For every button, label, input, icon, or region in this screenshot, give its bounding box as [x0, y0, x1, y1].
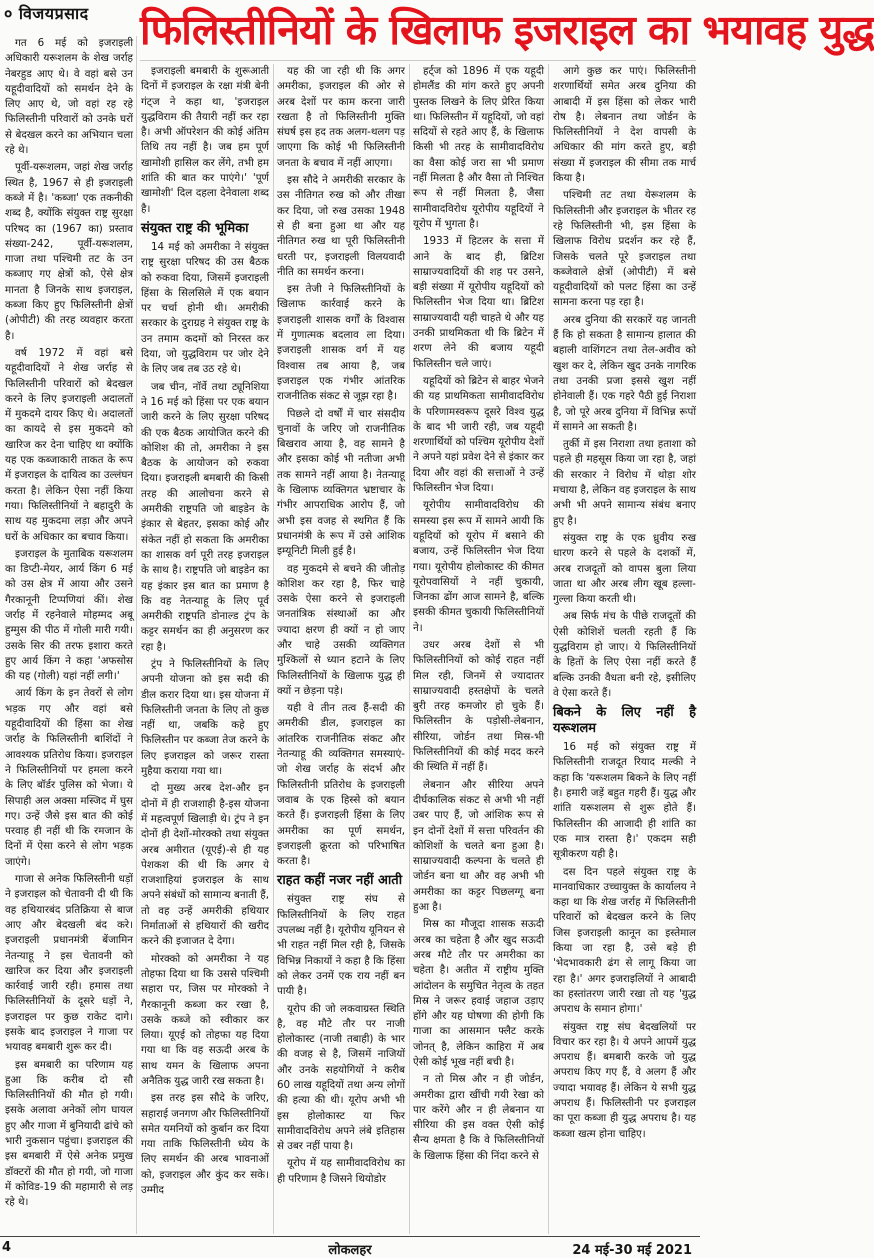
paragraph: इस तेजी ने फिलिस्तीनियों के खिलाफ कार्रवाई करने के इजराइली शासक वर्गों के विश्वास में गुणात्मक बदलाव ला दिया। इजराइली शासक वर्ग में यह विश्वास तब आया है, जब इजराइल एक गंभीर आंतरिक राजनीतिक संकट से जूझ रहा है। — [277, 283, 405, 403]
paragraph: पूर्वी-यरूशलम, जहां शेख जर्राह स्थित है, 1967 से ही इजराइली कब्जे में है। 'कब्जा' एक तकनीकी शब्द है, क्योंकि संयुक्त राष्ट्र सुरक्षा परिषद का (1967 का) प्रस्ताव संख्या-242, पूर्वी-यरूशलम, गाजा तथा पश्चिमी तट के उन कब्जाए गए क्षेत्रों को, ऐसे क्षेत्र मानता है जिनके साथ इजराइल, कब्जा किए हुए फिलिस्तीनी क्षेत्रों (ओपीटी) की तरह व्यवहार करता है। — [5, 161, 133, 342]
paragraph: मिस्र का मौजूदा शासक सऊदी अरब का चहेता है और खुद सऊदी अरब मौटे तौर पर अमरीका का चहेता है। अतीत में राष्ट्रीय मुक्ति आंदोलन के समुचित नेतृत्व के तहत मिस्र ने जरूर हवाई जहाज उड़ाए होंगे और यह घोषणा की होगी कि गाजा का आसमान फ्लैट करके जोनत् है, लेकिन काहिरा में अब ऐसी कोई भूख नहीं बची है। — [413, 918, 544, 1068]
paragraph: उधर अरब देशों से भी फिलिस्तीनियों को कोई राहत नहीं मिल रही, जिनमें से ज्यादातर साम्राज्यवादी हस्तक्षेपों के चलते बुरी तरह कमजोर हो चुके हैं। फिलिस्तीन के पड़ोसी-लेबनान, सीरिया, जोर्डन तथा मिस्र-भी फिलिस्तीनियों की कोई मदद करने की स्थिति में नहीं हैं। — [413, 638, 544, 774]
paragraph: यह की जा रही थी कि अगर अमरीका, इजराइल की ओर से अरब देशों पर काम करना जारी रखता है तो फिलिस्तीनी मुक्ति संघर्ष इस हद तक अलग-थलग पड़ जाएगा कि कोई भी फिलिस्तीनी जनता के बचाव में नहीं आएगा। — [277, 65, 405, 169]
paragraph: यूरोप में यह सामीवादविरोध का ही परिणाम है जिसने थियोडोर — [277, 1157, 405, 1185]
paragraph: वह मुकदमे से बचने की जीतोड़ कोशिश कर रहा है, फिर चाहे उसके ऐसा करने से इजराइली जनतांत्रिक संस्थाओं का और ज्यादा क्षरण ही क्यों न हो जाए और चाहे उसकी व्यक्तिगत मुश्किलों से ध्यान हटाने के लिए फिलिस्तीनियों के खिलाफ युद्ध ही क्यों न छेड़ना पड़े। — [277, 562, 405, 697]
paragraph: आर्य किंग के इन तेवरों से लोग भड़क गए और वहां बसे यहूदीवादियों की हिंसा का शेख जर्राह के फिलिस्तीनी बाशिंदों ने आवश्यक प्रतिरोध किया। इजराइल ने फिलिस्तीनियों पर हमला करने के लिए बॉर्डर पुलिस को भेजा। ये सिपाही अल अक्सा मस्जिद में घुस गए। उन्हें जैसे इस बात की कोई परवाह ही नहीं थी कि रमजान के दिनों में ऐसा करने से लोग भड़क जाएंगे। — [5, 687, 133, 868]
paragraph: संयुक्त राष्ट्र संघ बेदखलियों पर विचार कर रहा है। ये अपने आपमें युद्ध अपराध हैं। बमबारी करके जो युद्ध अपराध किए गए हैं, वे अलग हैं और ज्यादा भयावह हैं। लेकिन ये सभी युद्ध अपराध हैं। फिलिस्तीनी पर इजराइल का पूरा कब्जा ही युद्ध अपराध है। यह कब्जा खत्म होना चाहिए। — [553, 1020, 696, 1140]
paragraph: आगे कुछ कर पाएं। फिलिस्तीनी शरणार्थियों समेत अरब दुनिया की आबादी में इस हिंसा को लेकर भारी रोष है। लेबनान तथा जोर्डन के फिलिस्तीनियों ने देश वापसी के अधिकार की मांग करते हुए, बड़ी संख्या में इजराइल की सीमा तक मार्च किया है। — [553, 65, 696, 185]
subheading: बिकने के लिए नहीं है यरूशलम — [553, 705, 696, 737]
publication-name: लोकलहर — [328, 1243, 372, 1258]
column-1 — [5, 36, 133, 1234]
paragraph: संयुक्त राष्ट्र संघ से फिलिस्तीनियों के लिए राहत उपलब्ध नहीं है। यूरोपीय यूनियन से भी राहत नहीं मिल रही है, जिसके विभिन्न निकायों ने कहा है कि हिंसा को लेकर उनमें एक राय नहीं बन पायी है। — [277, 893, 405, 998]
paragraph: लेबनान और सीरिया अपने दीर्घकालिक संकट से अभी भी नहीं उबर पाए हैं, जो आंशिक रूप से इन दोनों देशों में सत्ता परिवर्तन की कोशिशों के चलते बना हुआ है। साम्राज्यवादी कल्पना के चलते ही जोर्डन बना था और वह अभी भी अमरीका का कट्टर पिछलग्गू बना हुआ है। — [413, 778, 544, 914]
paragraph: इस तरह इस सौदे के जरिए, सहाराई जनगण और फिलिस्तीनियों समेत यमनियों को कुर्बान कर दिया गया ताकि फिलिस्तीनी ध्येय के लिए समर्थन की अरब भावनाओं को, इजराइल और कुंद कर सके। उम्मीद — [141, 1092, 270, 1197]
paragraph: अब सिर्फ मंच के पीछे राजदूतों की ऐसी कोशिशें चलती रहती हैं कि युद्धविराम हो जाए। ये फिलिस्तीनियों के हितों के लिए ऐसा नहीं करते हैं बल्कि उनकी वैधता बनी रहे, इसीलिए वे ऐसा करते हैं। — [553, 610, 696, 699]
column-5 — [553, 64, 696, 1234]
footer-rule — [0, 1236, 700, 1237]
column-4 — [413, 64, 544, 1234]
issue-date: 24 मई-30 मई 2021 — [572, 1243, 692, 1258]
paragraph: इस बमबारी का परिणाम यह हुआ कि करीब दो सौ फिलिस्तीनियों की मौत हो गयी। इसके अलावा अनेकों लोग घायल हुए और गाजा में बुनियादी ढांचे को भारी नुकसान पहुंचा। इजराइल की इस बमबारी में ऐसे अनेक प्रमुख डॉक्टरों की मौत हो गयी, जो गाजा में कोविड-19 की महामारी से लड़ रहे थे। — [5, 1058, 133, 1209]
paragraph: 16 मई को संयुक्त राष्ट्र में फिलिस्तीनी राजदूत रियाद मल्की ने कहा कि 'यरूशलम बिकने के लिए नहीं है। हमारी जड़ें बहुत गहरी हैं। युद्ध और शांति यरूशलम से शुरू होते हैं। फिलिस्तीन की आजादी ही शांति का एक मात्र रास्ता है।' एकदम सही सूत्रीकरण यही है। — [553, 741, 696, 861]
paragraph: संयुक्त राष्ट्र के एक ध्रुवीय रुख धारण करने से पहले के दशकों में, अरब राजदूतों को वापस बुला लिया जाता था और अरब लीग खूब हल्ला-गुल्ला किया करती थी। — [553, 531, 696, 606]
paragraph: यूरोपीय सामीवादविरोध की समस्या इस रूप में सामने आयी कि यहूदियों को यूरोप में बसाने की बजाय, उन्हें फिलिस्तीन भेज दिया गया। यूरोपीय होलोकास्ट की कीमत यूरोपवासियों ने नहीं चुकायी, जिनका ढोंग आज सामने है, बल्कि इसकी कीमत चुकायी फिलिस्तीनियों ने। — [413, 499, 544, 634]
paragraph: इस सौदे ने अमरीकी सरकार के उस नीतिगत रुख को और तीखा कर दिया, जो रुख उसका 1948 से ही बना हुआ था और यह नीतिगत रुख था पूरी फिलिस्तीनी धरती पर, इजराइली विलयवादी नीति का समर्थन करना। — [277, 174, 405, 278]
page-number: 4 — [2, 1240, 12, 1255]
paragraph: मोरक्को को अमरीका ने यह तोहफा दिया था कि उससे पश्चिमी सहारा पर, जिस पर मोरक्को ने गैरकानूनी कब्जा कर रखा है, उसके कब्जे को स्वीकार कर लिया। यूएई को तोहफा यह दिया गया था कि वह सऊदी अरब के साथ यमन के खिलाफ अपना अनैतिक युद्ध जारी रख सकता है। — [141, 952, 269, 1087]
column-3 — [277, 64, 405, 1234]
paragraph: गत 6 मई को इजराइली अधिकारी यरूशलम के शेख जर्राह नेबरहुड आए थे। वे वहां बसे उन यहूदीवादियों को समर्थन देने के लिए आए थे, जो वहां रह रहे फिलिस्तीनी परिवारों को उनके घरों से बेदखल करने का अभियान चला रहे थे। — [5, 37, 133, 157]
section-tag: ० विजयप्रसाद — [4, 4, 89, 23]
paragraph: यही वे तीन तत्व हैं-सदी की अमरीकी डील, इजराइल का आंतरिक राजनीतिक संकट और नेतन्याहू की व्यक्तिगत समस्याएं-जो शेख जर्राह के संदर्भ और फिलिस्तीनी प्रतिरोध के इजराइली जवाब के एक हिस्से को बयान करते हैं। इजराइली हिंसा के लिए अमरीका का पूर्ण समर्थन, इजराइली क्रूरता को परिभाषित करता है। — [277, 702, 405, 868]
paragraph: पिछले दो वर्षों में चार संसदीय चुनावों के जरिए जो राजनीतिक बिखराव आया है, वह सामने है और इसका कोई भी नतीजा अभी तक सामने नहीं आया है। नेतन्याहू के खिलाफ व्यक्तिगत भ्रष्टाचार के गंभीर आपराधिक आरोप हैं, जो अभी इस वजह से स्थगित हैं कि प्रधानमंत्री के रूप में उसे आंशिक इम्यूनिटी मिली हुई है। — [277, 407, 405, 558]
subheading: संयुक्त राष्ट्र की भूमिका — [141, 220, 249, 236]
column-divider — [136, 36, 137, 1234]
paragraph: दो मुख्य अरब देश-और इन दोनों में ही राजशाही है-इस योजना में महत्वपूर्ण खिलाड़ी थे। ट्रंप ने इन दोनों ही देशों-मोरक्को तथा संयुक्त अरब अमीरात (यूएई)-से ही यह पेशकश की थी कि अगर ये राजशाहियां इजराइल के साथ अपने संबंधों को सामान्य बनाती हैं, तो वह उन्हें अमरीकी हथियार निर्माताओं से हथियारों की खरीद करने की इजाजत दे देगा। — [141, 782, 269, 948]
paragraph: न तो मिस्र और न ही जोर्डन, अमरीका द्वारा खींची गयी रेखा को पार करेंगे और न ही लेबनान या सीरिया की इस वक्त ऐसी कोई सैन्य क्षमता है कि वे फिलिस्तीनियों के खिलाफ हिंसा की निंदा करने से — [413, 1073, 544, 1162]
paragraph: अरब दुनिया की सरकारें यह जानती हैं कि हो सकता है सामान्य हालात की बहाली वाशिंगटन तथा तेल-अवीव को खुश कर दे, लेकिन खुद उनके नागरिक तथा उनकी प्रजा इससे खुश नहीं होनेवाली हैं। एक गहरे पैठी हुई निराशा है, जो पूरे अरब दुनिया में विभिन्न रूपों में सामने आ सकती है। — [553, 313, 696, 433]
paragraph: दस दिन पहले संयुक्त राष्ट्र के मानवाधिकार उच्चायुक्त के कार्यालय ने कहा था कि शेख जर्राह में फिलिस्तीनी परिवारों को बेदखल करने के लिए जिस इजराइली कानून का इस्तेमाल किया जा रहा है, उसे बड़े ही 'भेदभावकारी ढंग से लागू किया जा रहा है।' अगर इजराइलियों ने आबादी का हस्तांतरण जारी रखा तो यह 'युद्ध अपराध के समान होगा।' — [553, 865, 696, 1016]
subheading: राहत कहीं नजर नहीं आती — [277, 873, 403, 889]
headline-rule — [140, 60, 696, 61]
column-divider — [273, 64, 274, 1234]
paragraph: पश्चिमी तट तथा येरूशलम के फिलिस्तीनी और इजराइल के भीतर रह रहे फिलिस्तीनी भी, इस हिंसा के खिलाफ विरोध प्रदर्शन कर रहे हैं, जिसके चलते पूरे इजराइल तथा कब्जेवाले क्षेत्रों (ओपीटी) में बसे यहूदीवादियों को पलट हिंसा का उन्हें सामना करना पड़ रहा है। — [553, 189, 696, 309]
paragraph: जब चीन, नॉर्वे तथा ट्यूनिशिया ने 16 मई को हिंसा पर एक बयान जारी करने के लिए सुरक्षा परिषद की एक बैठक आयोजित करने की कोशिश की तो, अमरीका ने इस बैठक के आयोजन को रुकवा दिया। इजराइली बमबारी की किसी तरह की आलोचना करने से अमरीकी राष्ट्रपति जो बाइडेन के इंकार से बेहतर, इसका कोई और संकेत नहीं हो सकता कि अमरीका का शासक वर्ग पूरी तरह इजराइल के साथ है। राष्ट्रपति जो बाइडेन का यह इंकार इस बात का प्रमाण है कि वह नेतन्याहू के लिए पूर्व अमरीकी राष्ट्रपति डोनाल्ड ट्रंप के कट्टर समर्थन का ही अनुसरण कर रहा है। — [141, 380, 269, 653]
paragraph: वर्ष 1972 में वहां बसे यहूदीवादियों ने शेख जर्राह से फिलिस्तीनी परिवारों को बेदखल करने के लिए इजराइली अदालतों में मुकदमे दायर किए थे। अदालतों का कायदे से इस मुकदमे को खारिज कर देना चाहिए था क्योंकि यह एक कब्जाकारी ताकत के रूप में इजराइल के दायित्व का उल्लंघन करता है। लेकिन ऐसा नहीं किया गया। फिलिस्तीनियों ने बहादुरी के साथ यह मुकदमा लड़ा और अपने घरों के अधिकार का बचाव किया। — [5, 346, 133, 543]
paragraph: इजराइल के मुताबिक यरूशलम का डिप्टी-मेयर, आर्य किंग 6 मई को उस क्षेत्र में आया और उसने गैरकानूनी टिप्पणियां कीं। शेख जर्राह में रहनेवाले मोहम्मद अबू हुम्मुस की पीठ में गोली मारी गयी। उसके सिर की तरफ इशारा करते हुए आर्य किंग ने कहा 'अफसोस की यह (गोली) यहां नहीं लगी।' — [5, 547, 133, 683]
paragraph: ट्रंप ने फिलिस्तीनियों के लिए अपनी योजना को इस सदी की डील करार दिया था। इस योजना में फिलिस्तीनी जनता के लिए तो कुछ नहीं था, जबकि कहे हुए फिलिस्तीन पर कब्जा तेज करने के लिए इजराइल को जरूर रास्ता मुहैया कराया गया था। — [141, 657, 269, 778]
paragraph: गाजा से अनेक फिलिस्तीनी धड़ों ने इजराइल को चेतावनी दी थी कि वह हथियारबंद प्रतिक्रिया से बाज आए और बेदखली बंद करे। इजराइली प्रधानमंत्री बेंजामिन नेतन्याहू ने इस चेतावनी को खारिज कर दिया और इजराइली कार्रवाई जारी रही। हमास तथा फिलिस्तीनियों के दूसरे धड़ों ने, इजराइल पर कुछ राकेट दागे। इसके बाद इजराइल ने गाजा पर भयावह बमबारी शुरू कर दी। — [5, 873, 133, 1054]
headline: फिलिस्तीनियों के खिलाफ इजराइल का भयावह युद्ध — [140, 6, 874, 54]
column-divider — [548, 64, 549, 1234]
column-2 — [141, 64, 269, 1234]
paragraph: 1933 में हिटलर के सत्ता में आने के बाद ही, ब्रिटिश साम्राज्यवादियों की शह पर उसने, बड़ी संख्या में यूरोपीय यहूदियों को फिलिस्तीन भेज दिया था। ब्रिटिश साम्राज्यवादी यही चाहते थे और यह उनकी प्राथमिकता थी कि ब्रिटेन में शरण लेने की बजाय यहूदी फिलिस्तीन चले जाएं। — [413, 235, 544, 370]
paragraph: तुर्की में इस निराशा तथा हताशा को पहले ही महसूस किया जा रहा है, जहां की सरकार ने विरोध में थोड़ा शोर मचाया है, लेकिन वह इजराइल के साथ अभी भी अपने सामान्य संबंध बनाए हुए है। — [553, 438, 696, 527]
paragraph: यूरोप की जो लकवाग्रस्त स्थिति है, वह मौटे तौर पर नाजी होलोकास्ट (नाजी तबाही) के भार की वजह से है, जिसमें नाजियों और उनके सहयोगियों ने करीब 60 लाख यहूदियों तथा अन्य लोगों की हत्या की थी। यूरोप अभी भी इस होलोकास्ट या फिर सामीवादविरोध अपने लंबे इतिहास से उबर नहीं पाया है। — [277, 1002, 405, 1153]
paragraph: इजराइली बमबारी के शुरूआती दिनों में इजराइल के रक्षा मंत्री बेनी गंट्ज ने कहा था, 'इजराइल युद्धविराम की तैयारी नहीं कर रहा है। अभी ऑपरेशन की कोई अंतिम तिथि तय नहीं है। जब हम पूर्ण खामोशी हासिल कर लेंगे, तभी हम शांति की बात कर पाएंगे।' 'पूर्ण खामोशी' दिल दहला देनेवाला शब्द है। — [141, 65, 269, 215]
paragraph: यहूदियों को ब्रिटेन से बाहर भेजने की यह प्राथमिकता सामीवादविरोध के परिणामस्वरूप दूसरे विश्व युद्ध के बाद भी जारी रही, जब यहूदी शरणार्थियों को पश्चिम यूरोपीय देशों ने अपने यहां प्रवेश देने से इंकार कर दिया और वहां की सत्ताओं ने उन्हें फिलिस्तीन भेज दिया। — [413, 374, 544, 495]
paragraph: 14 मई को अमरीका ने संयुक्त राष्ट्र सुरक्षा परिषद की उस बैठक को रुकवा दिया, जिसमें इजराइली हिंसा के सिलसिले में एक बयान पर चर्चा होनी थी। अमरीकी सरकार के दुराग्रह ने संयुक्त राष्ट्र के उन तमाम कदमों को निरस्त कर दिया, जो युद्धविराम पर जोर देने के लिए जब तब उठ रहे थे। — [141, 240, 269, 376]
column-divider — [409, 64, 410, 1234]
paragraph: हर्ट्ज को 1896 में एक यहूदी होमलैंड की मांग करते हुए अपनी पुस्तक लिखने के लिए प्रेरित किया था। फिलिस्तीन में यहूदियों, जो वहां सदियों से रहते आए हैं, के खिलाफ किसी भी तरह के सामीवादविरोध का वैसा कोई जरा सा भी प्रमाण नहीं मिलता है और वैसा तो निश्चित रूप से नहीं मिलता है, जैसा सामीवादविरोध यूरोपीय यहूदियों ने यूरोप में भुगता है। — [413, 65, 544, 230]
